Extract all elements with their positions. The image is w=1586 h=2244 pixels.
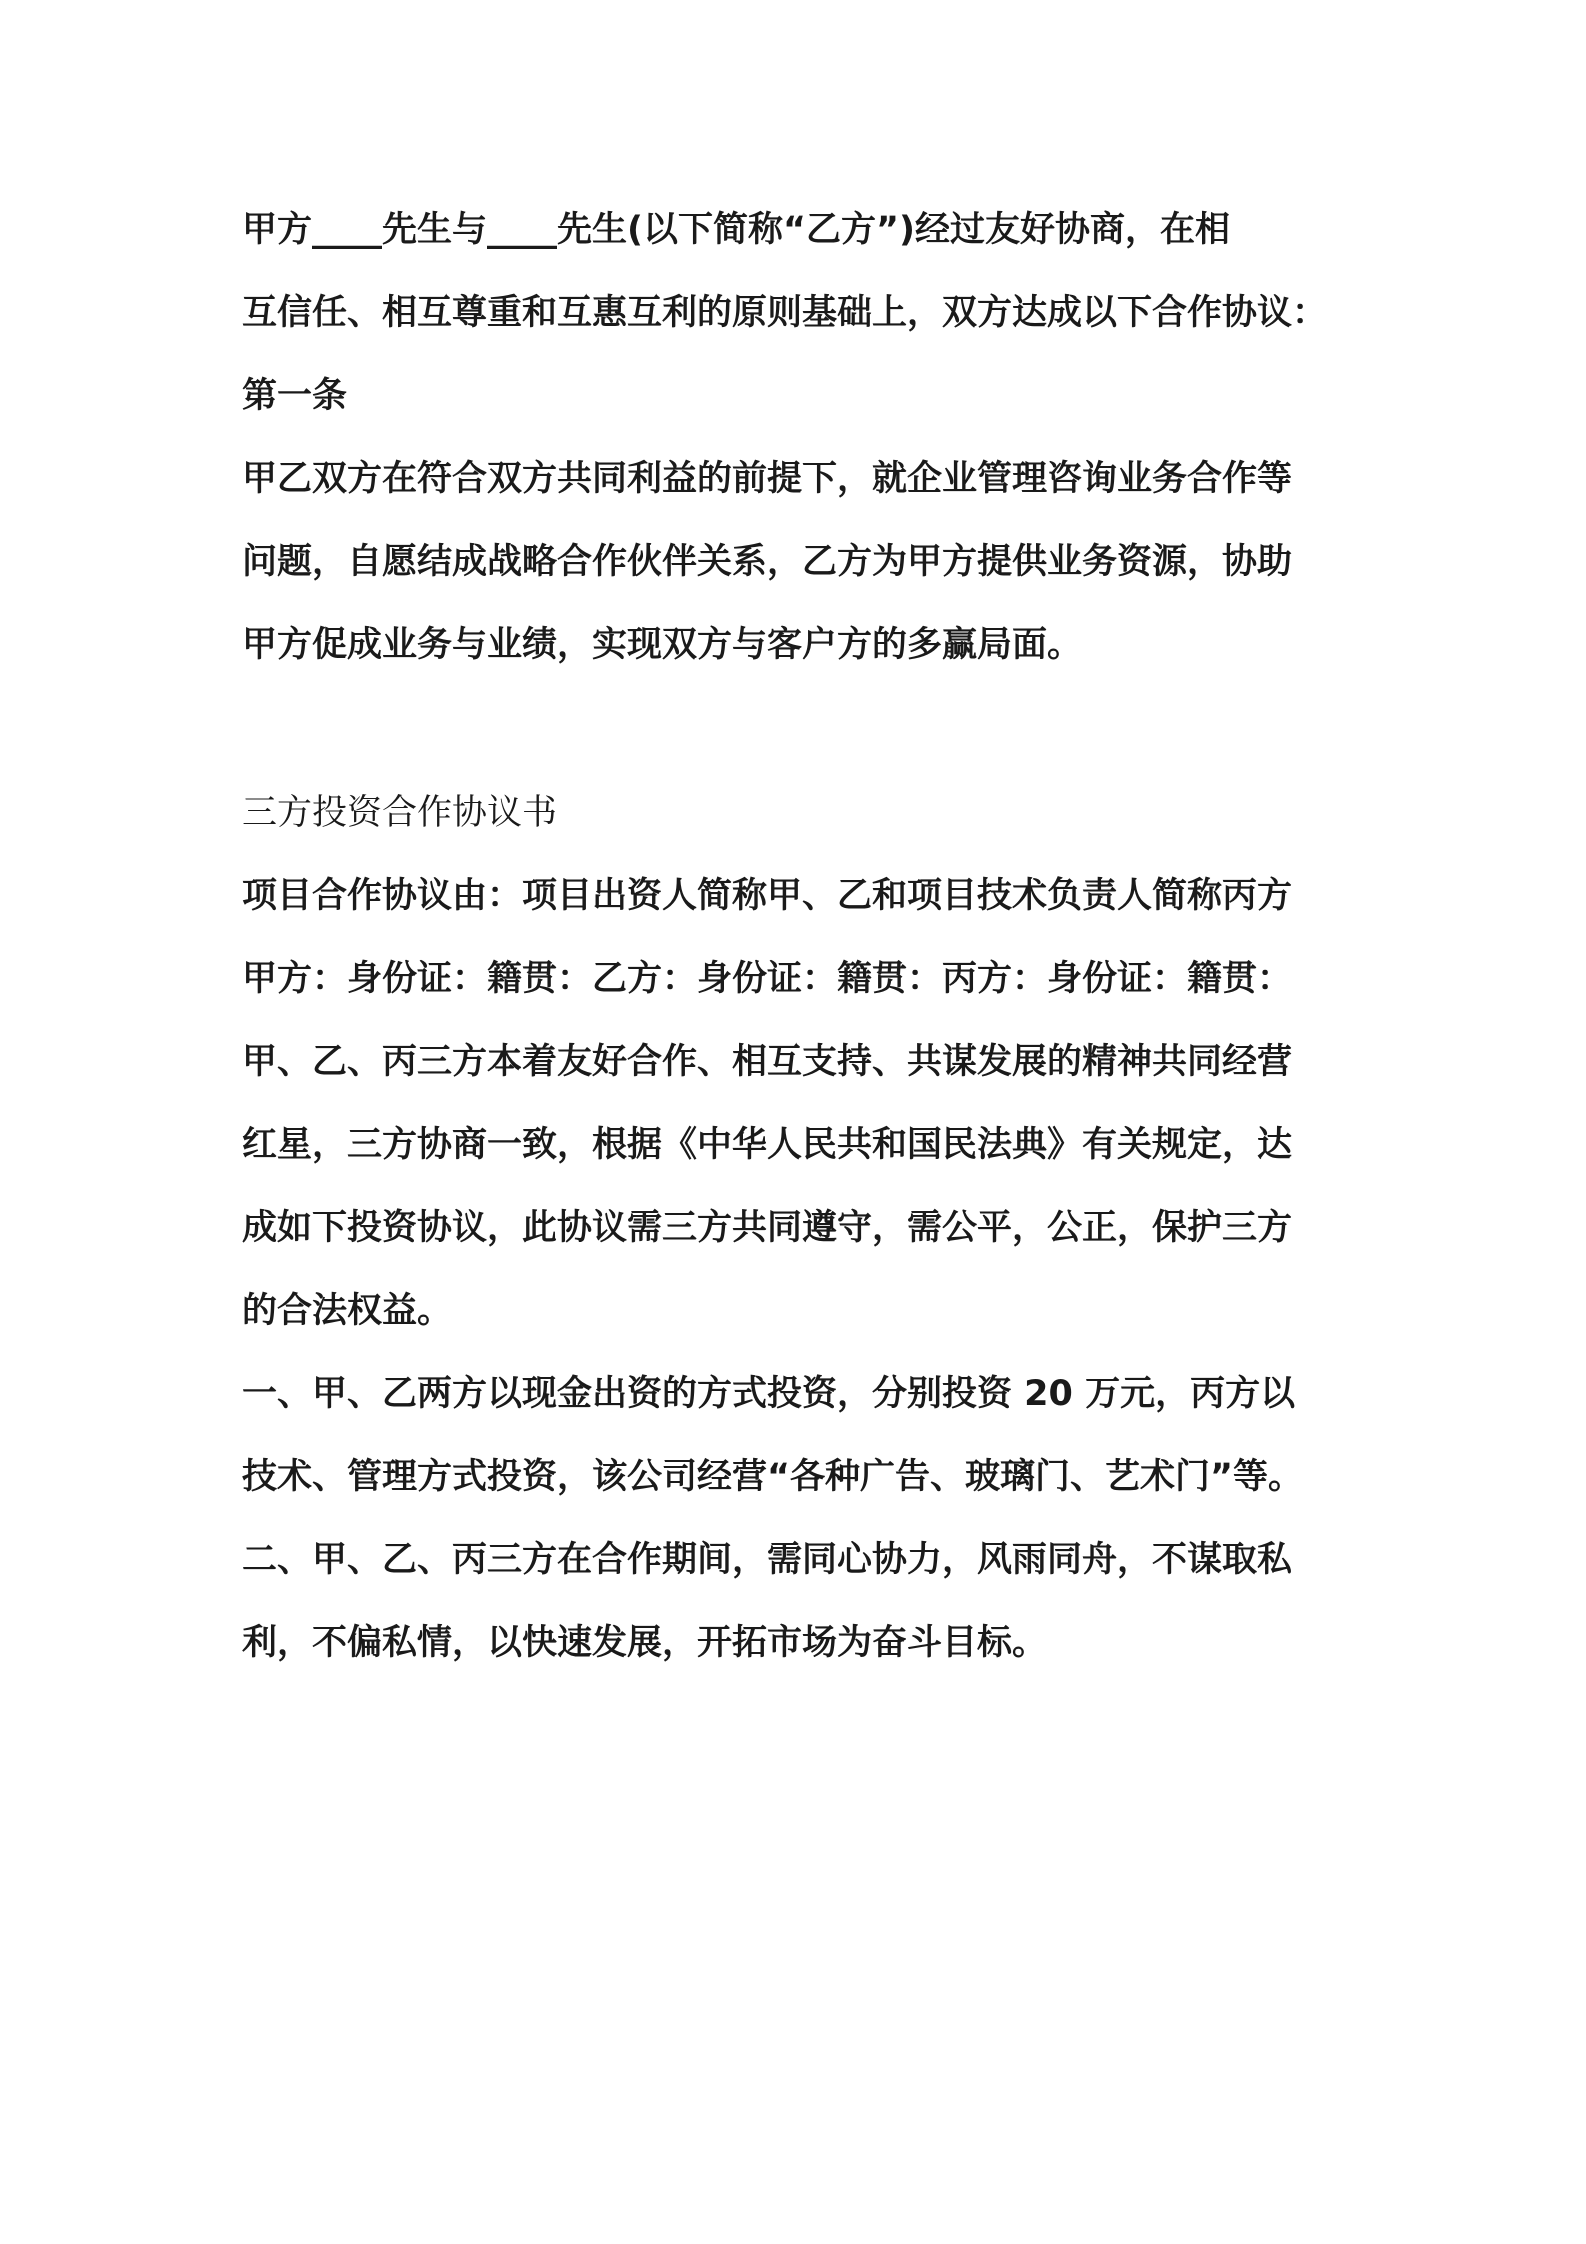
paragraph-line: 互信任、相互尊重和互惠互利的原则基础上，双方达成以下合作协议： (242, 293, 1328, 333)
paragraph-line: 红星，三方协商一致，根据《中华人民共和国民法典》有关规定，达 (242, 1125, 1293, 1165)
paragraph-line: 甲方促成业务与业绩，实现双方与客户方的多赢局面。 (242, 625, 1083, 665)
article-heading: 第一条 (242, 376, 348, 416)
paragraph-line: 甲方：身份证：籍贯：乙方：身份证：籍贯：丙方：身份证：籍贯： (242, 959, 1293, 999)
clause-line: 二、甲、乙、丙三方在合作期间，需同心协力，风雨同舟，不谋取私 (242, 1540, 1293, 1580)
paragraph-line: 甲乙双方在符合双方共同利益的前提下，就企业管理咨询业务合作等 (242, 459, 1293, 499)
paragraph-line: 项目合作协议由：项目出资人简称甲、乙和项目技术负责人简称丙方 (242, 876, 1293, 916)
paragraph-line: 甲、乙、丙三方本着友好合作、相互支持、共谋发展的精神共同经营 (242, 1042, 1293, 1082)
clause-line: 一、甲、乙两方以现金出资的方式投资，分别投资 20 万元，丙方以 (242, 1374, 1296, 1414)
clause-line: 技术、管理方式投资，该公司经营“各种广告、玻璃门、艺术门”等。 (242, 1457, 1304, 1497)
clause-line: 利，不偏私情，以快速发展，开拓市场为奋斗目标。 (242, 1623, 1048, 1663)
paragraph-line: 成如下投资协议，此协议需三方共同遵守，需公平，公正，保护三方 (242, 1208, 1293, 1248)
paragraph-line: 甲方____先生与____先生(以下简称“乙方”)经过友好协商，在相 (242, 210, 1230, 250)
paragraph-line: 问题，自愿结成战略合作伙伴关系，乙方为甲方提供业务资源，协助 (242, 542, 1293, 582)
agreement-title: 三方投资合作协议书 (242, 793, 558, 833)
paragraph-line: 的合法权益。 (242, 1291, 453, 1331)
